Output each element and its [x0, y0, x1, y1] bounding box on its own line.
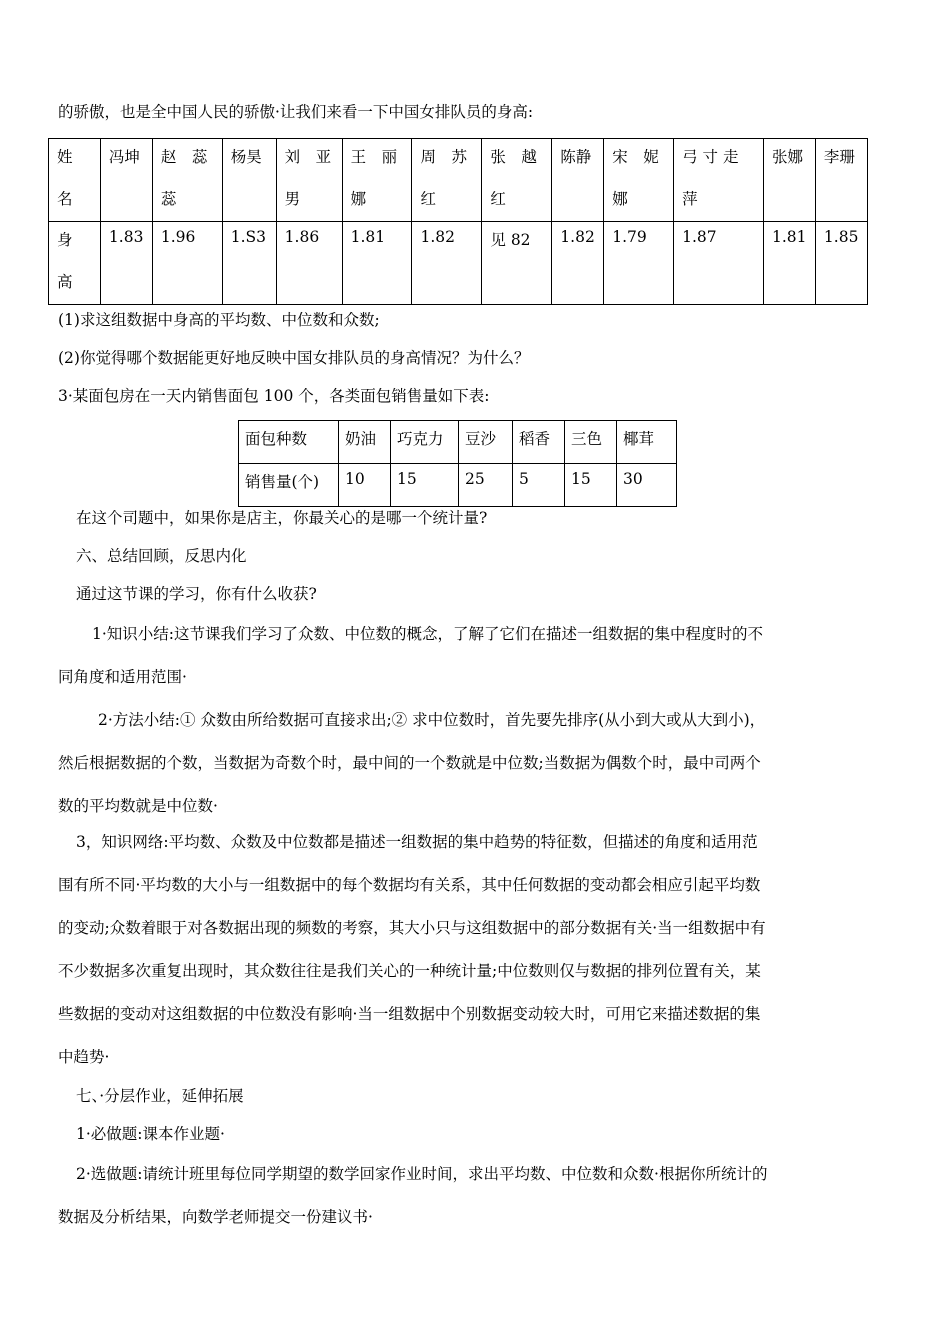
name-b: 红 — [490, 190, 506, 208]
height-cell — [222, 222, 276, 305]
height-cell — [815, 222, 867, 305]
height-cell — [674, 222, 764, 305]
name-cell — [815, 139, 867, 222]
height-header-1: 身 — [57, 231, 73, 249]
paragraph-3-line-2: 围有所不同·平均数的大小与一组数据中的每个数据均有关系，其中任何数据的变动都会相应引起平均数 — [58, 876, 761, 894]
homework-2-line-2: 数据及分析结果，向数学老师提交一份建议书· — [58, 1208, 373, 1226]
kinds-row — [239, 421, 677, 464]
question-3: 3·某面包房在一天内销售面包 100 个，各类面包销售量如下表: — [58, 387, 490, 405]
name-cell — [482, 139, 552, 222]
height-value: 1.85 — [823, 228, 859, 246]
question-2: (2)你觉得哪个数据能更好地反映中国女排队员的身高情况？为什么？ — [58, 349, 530, 367]
name-a: 赵 蕊 — [160, 148, 208, 166]
height-value: 1.79 — [612, 228, 647, 246]
name-b: 娜 — [350, 190, 367, 208]
height-cell — [604, 222, 674, 305]
paragraph-2-line-2: 然后根据数据的个数，当数据为奇数个时，最中间的一个数就是中位数;当数据为偶数个时，最中司两个 — [58, 754, 761, 772]
name-cell — [152, 139, 222, 222]
name-a: 弓 寸 走 — [682, 148, 739, 166]
height-value: 1.86 — [284, 228, 320, 246]
height-header-cell — [49, 222, 101, 305]
height-value: 1.83 — [108, 228, 144, 246]
name-a: 周 苏 — [420, 148, 467, 166]
names-row — [49, 139, 868, 222]
height-value: 1.81 — [772, 228, 807, 246]
kind-cell: 巧克力 — [391, 421, 459, 464]
name-cell — [342, 139, 412, 222]
section-6-prompt: 通过这节课的学习，你有什么收获? — [76, 585, 317, 603]
name-a: 宋 妮 — [612, 148, 659, 166]
bread-sales-table — [238, 420, 677, 507]
kinds-label: 面包种数 — [239, 421, 339, 464]
height-table — [48, 138, 868, 305]
name-a: 陈静 — [560, 148, 592, 166]
name-cell — [552, 139, 604, 222]
kind-cell: 三色 — [565, 421, 617, 464]
height-value: 1.S3 — [230, 228, 267, 246]
name-cell — [276, 139, 342, 222]
paragraph-1-line-1: 1·知识小结:这节课我们学习了众数、中位数的概念，了解了它们在描述一组数据的集中程度时的不 — [92, 625, 764, 643]
heights-row — [49, 222, 868, 305]
name-header-1: 姓 — [57, 148, 73, 166]
name-a: 李珊 — [823, 148, 855, 166]
name-cell — [674, 139, 764, 222]
paragraph-3-line-4: 不少数据多次重复出现时，其众数往往是我们关心的一种统计量;中位数则仅与数据的排列位置有关，某 — [58, 962, 761, 980]
name-a: 张娜 — [772, 148, 804, 166]
name-b: 蕊 — [160, 190, 177, 208]
name-cell — [764, 139, 816, 222]
height-cell — [552, 222, 604, 305]
name-b: 男 — [284, 190, 301, 208]
name-b: 萍 — [682, 190, 698, 208]
paragraph-1-line-2: 同角度和适用范围· — [58, 668, 187, 686]
kind-cell: 稻香 — [513, 421, 565, 464]
homework-2-line-1: 2·选做题:请统计班里每位同学期望的数学回家作业时间，求出平均数、中位数和众数·根据你所统计的 — [76, 1165, 768, 1183]
name-b: 红 — [420, 190, 436, 208]
name-a: 刘 亚 — [284, 148, 332, 166]
name-a: 张 越 — [490, 148, 537, 166]
paragraph-3-line-5: 些数据的变动对这组数据的中位数没有影响·当一组数据中个别数据变动较大时，可用它来描述数据的集 — [58, 1005, 761, 1023]
paragraph-3-line-1: 3，知识网络:平均数、众数及中位数都是描述一组数据的集中趋势的特征数，但描述的角度和适用范 — [76, 833, 758, 851]
paragraph-3-line-3: 的变动;众数着眼于对各数据出现的频数的考察，其大小只与这组数据中的部分数据有关·当一组数据中有 — [58, 919, 766, 937]
intro-line: 的骄傲，也是全中国人民的骄傲·让我们来看一下中国女排队员的身高: — [58, 103, 534, 121]
question-1: (1)求这组数据中身高的平均数、中位数和众数; — [58, 311, 380, 329]
sales-cell: 15 — [565, 464, 617, 507]
kind-cell: 豆沙 — [459, 421, 513, 464]
height-header-2: 高 — [57, 273, 73, 291]
name-a: 杨昊 — [230, 148, 262, 166]
sales-cell: 15 — [391, 464, 459, 507]
sales-label: 销售量(个) — [239, 464, 339, 507]
section-7-title: 七、·分层作业，延伸拓展 — [76, 1087, 244, 1105]
height-value: 1.81 — [350, 228, 386, 246]
name-a: 王 丽 — [350, 148, 398, 166]
height-value: 1.82 — [560, 228, 595, 246]
height-cell — [412, 222, 482, 305]
paragraph-3-line-6: 中趋势· — [58, 1048, 110, 1066]
name-a: 冯坤 — [108, 148, 140, 166]
name-cell — [222, 139, 276, 222]
homework-1: 1·必做题:课本作业题· — [76, 1125, 225, 1143]
name-cell — [412, 139, 482, 222]
name-header-2: 名 — [57, 190, 73, 208]
sales-cell: 10 — [339, 464, 391, 507]
paragraph-2-line-1: 2·方法小结:① 众数由所给数据可直接求出;② 求中位数时，首先要先排序(从小到大或从大到小)， — [98, 711, 766, 729]
height-value: 见 82 — [490, 231, 531, 249]
question-3-prompt: 在这个司题中，如果你是店主，你最关心的是哪一个统计量? — [76, 509, 488, 527]
name-header-cell — [49, 139, 101, 222]
height-cell — [482, 222, 552, 305]
name-b: 娜 — [612, 190, 628, 208]
height-cell — [342, 222, 412, 305]
height-value: 1.87 — [682, 228, 717, 246]
height-cell — [152, 222, 222, 305]
kind-cell: 奶油 — [339, 421, 391, 464]
height-value: 1.82 — [420, 228, 455, 246]
sales-cell: 30 — [617, 464, 677, 507]
name-cell — [604, 139, 674, 222]
height-cell — [764, 222, 816, 305]
section-6-title: 六、总结回顾，反思内化 — [76, 547, 247, 565]
name-cell — [100, 139, 152, 222]
sales-cell: 5 — [513, 464, 565, 507]
sales-cell: 25 — [459, 464, 513, 507]
height-cell — [276, 222, 342, 305]
height-cell — [100, 222, 152, 305]
paragraph-2-line-3: 数的平均数就是中位数· — [58, 797, 218, 815]
kind-cell: 椰茸 — [617, 421, 677, 464]
height-value: 1.96 — [160, 228, 196, 246]
sales-row — [239, 464, 677, 507]
